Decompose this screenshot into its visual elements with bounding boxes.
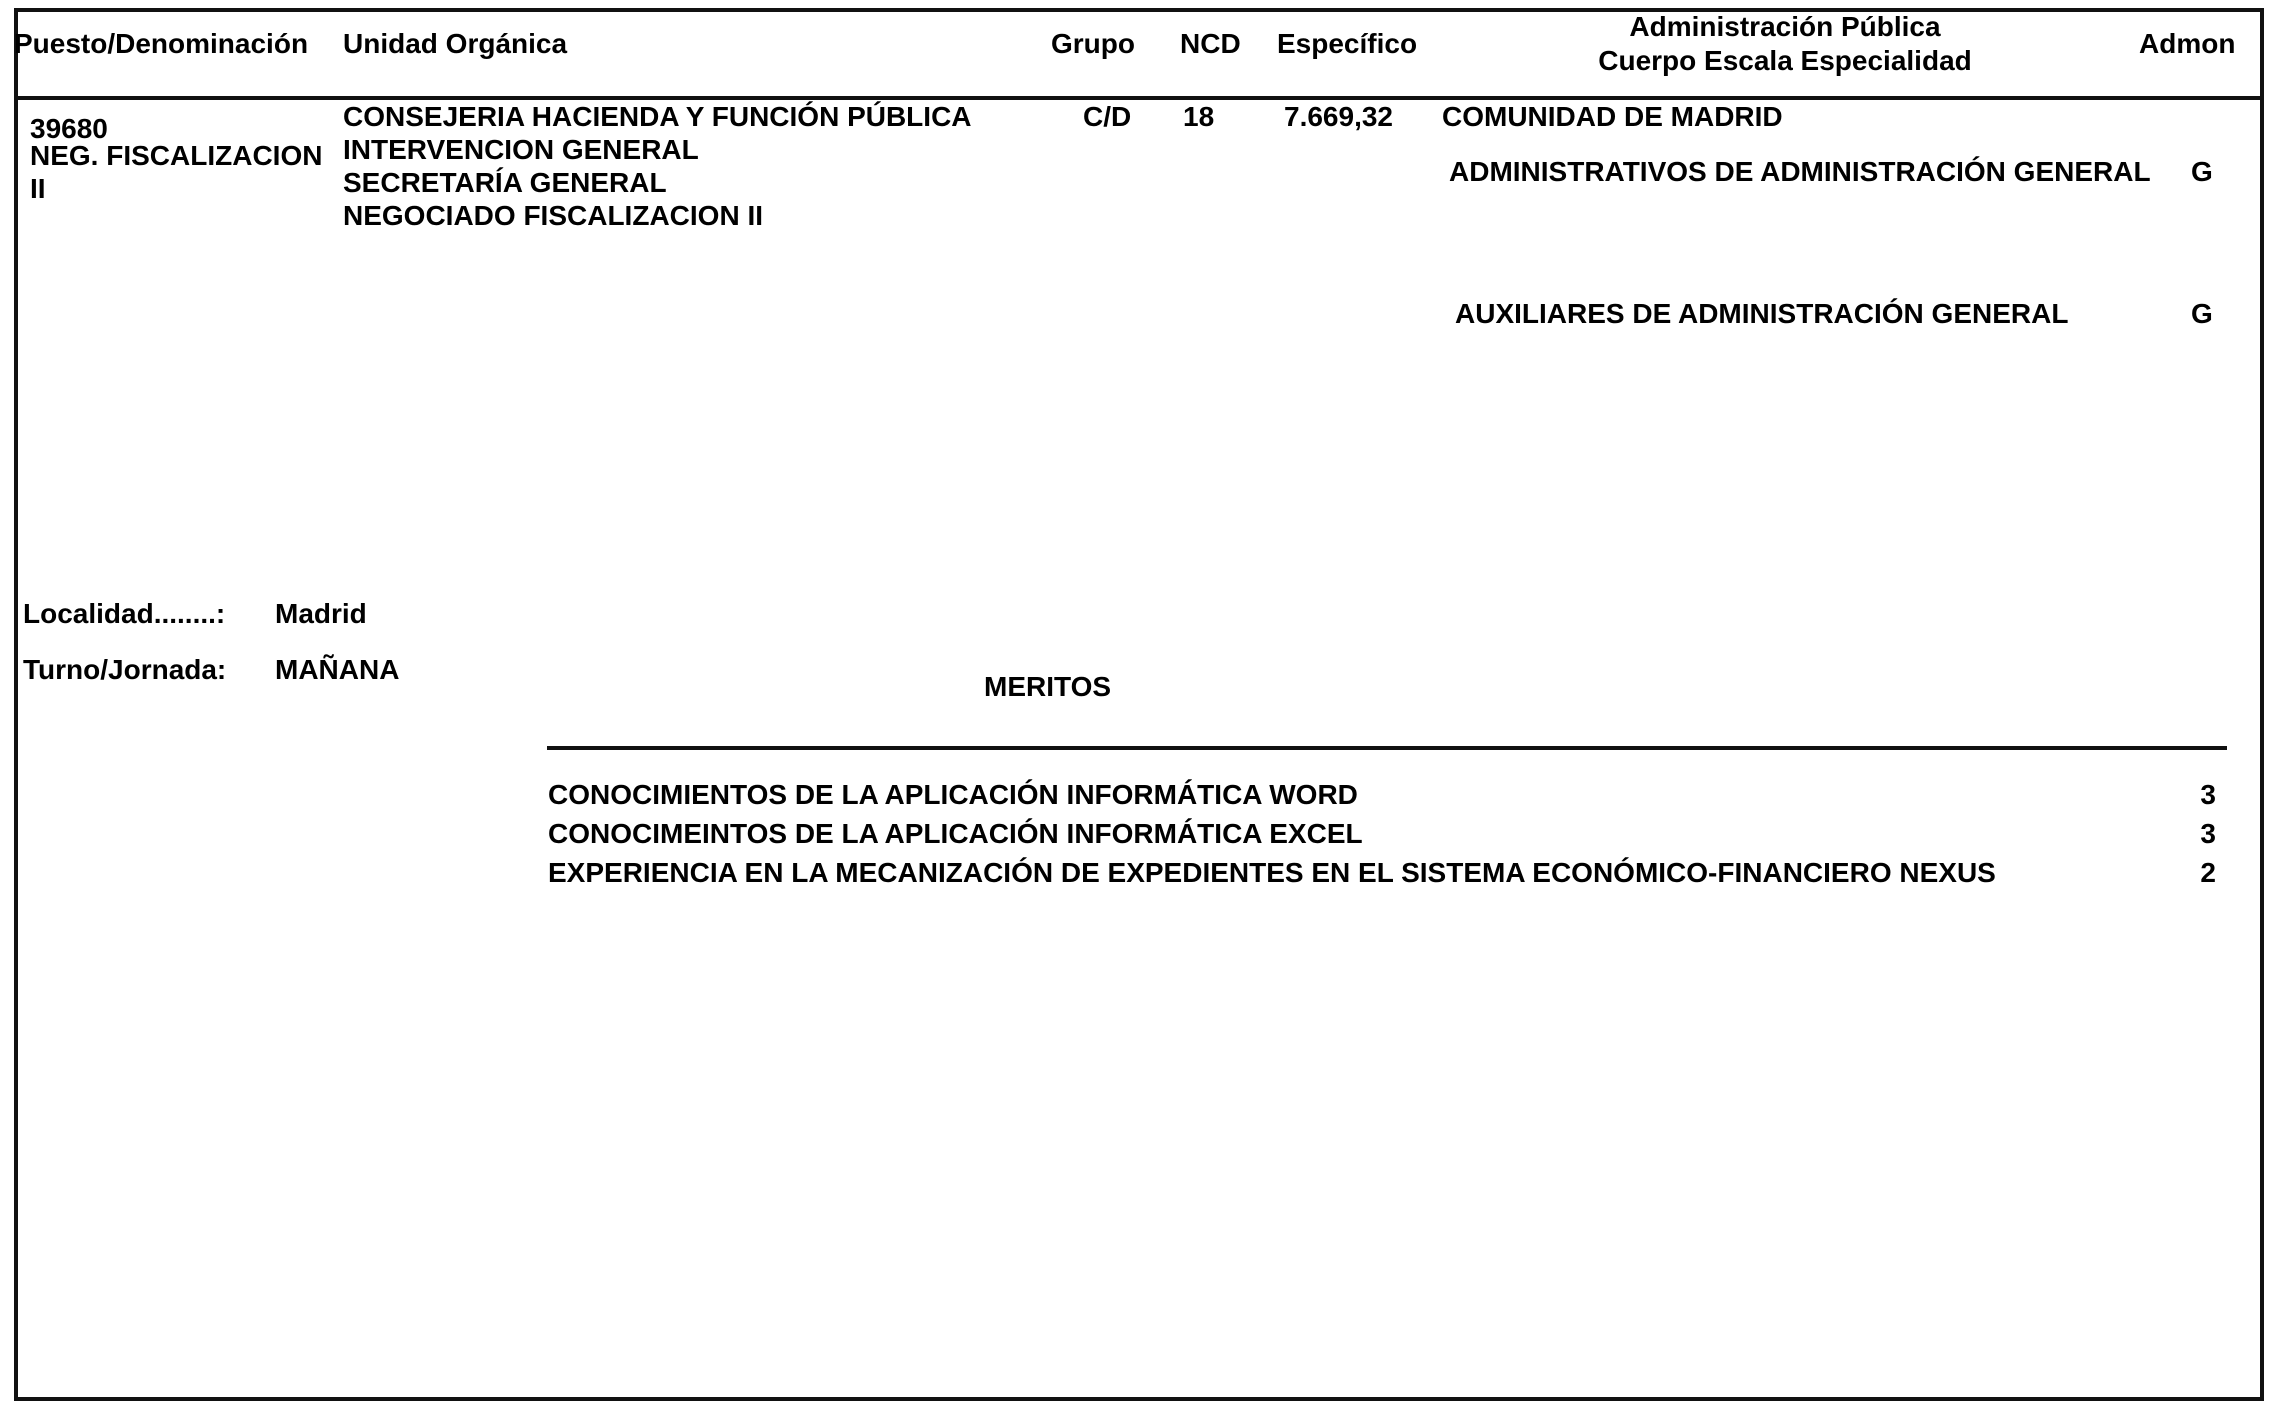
merito-points: 3 xyxy=(2200,779,2216,810)
cuerpo-name: ADMINISTRATIVOS DE ADMINISTRACIÓN GENERAL xyxy=(1449,156,2151,187)
turno-value: MAÑANA xyxy=(275,654,400,685)
cuerpo-name: AUXILIARES DE ADMINISTRACIÓN GENERAL xyxy=(1455,298,2069,329)
unit-line: SECRETARÍA GENERAL xyxy=(343,167,667,198)
merito-text: EXPERIENCIA EN LA MECANIZACIÓN DE EXPEDIENTES EN EL SISTEMA ECONÓMICO-FINANCIERO NEXUS xyxy=(548,857,1996,888)
position-name-line1: NEG. FISCALIZACION xyxy=(30,140,323,171)
position-code: 39680 xyxy=(30,113,108,144)
header-cuerpo-escala: Cuerpo Escala Especialidad xyxy=(1598,45,1972,76)
localidad-label: Localidad........: xyxy=(23,598,226,629)
merito-points: 2 xyxy=(2200,857,2216,888)
unit-line: CONSEJERIA HACIENDA Y FUNCIÓN PÚBLICA xyxy=(343,101,972,132)
merito-text: CONOCIMIENTOS DE LA APLICACIÓN INFORMÁTICA WORD xyxy=(548,779,1358,810)
position-ncd: 18 xyxy=(1183,101,1215,132)
position-administracion: COMUNIDAD DE MADRID xyxy=(1442,101,1783,132)
unit-line: NEGOCIADO FISCALIZACION II xyxy=(343,200,763,231)
header-puesto: Puesto/Denominación xyxy=(14,28,309,59)
header-admin-publica: Administración Pública xyxy=(1629,11,1941,42)
cuerpo-admon: G xyxy=(2191,298,2213,329)
header-unidad: Unidad Orgánica xyxy=(343,28,568,59)
header-especifico: Específico xyxy=(1277,28,1418,59)
merito-points: 3 xyxy=(2200,818,2216,849)
localidad-value: Madrid xyxy=(275,598,367,629)
cuerpo-admon: G xyxy=(2191,156,2213,187)
header-grupo: Grupo xyxy=(1051,28,1135,59)
meritos-divider xyxy=(547,746,2227,750)
merito-text: CONOCIMEINTOS DE LA APLICACIÓN INFORMÁTICA EXCEL xyxy=(548,818,1363,849)
position-grupo: C/D xyxy=(1083,101,1132,132)
position-name-line2: II xyxy=(30,173,46,204)
header-admon: Admon xyxy=(2139,28,2236,59)
turno-label: Turno/Jornada: xyxy=(23,654,227,685)
header-ncd: NCD xyxy=(1180,28,1241,59)
meritos-title: MERITOS xyxy=(984,671,1112,702)
unit-line: INTERVENCION GENERAL xyxy=(343,134,699,165)
position-especifico: 7.669,32 xyxy=(1284,101,1393,132)
